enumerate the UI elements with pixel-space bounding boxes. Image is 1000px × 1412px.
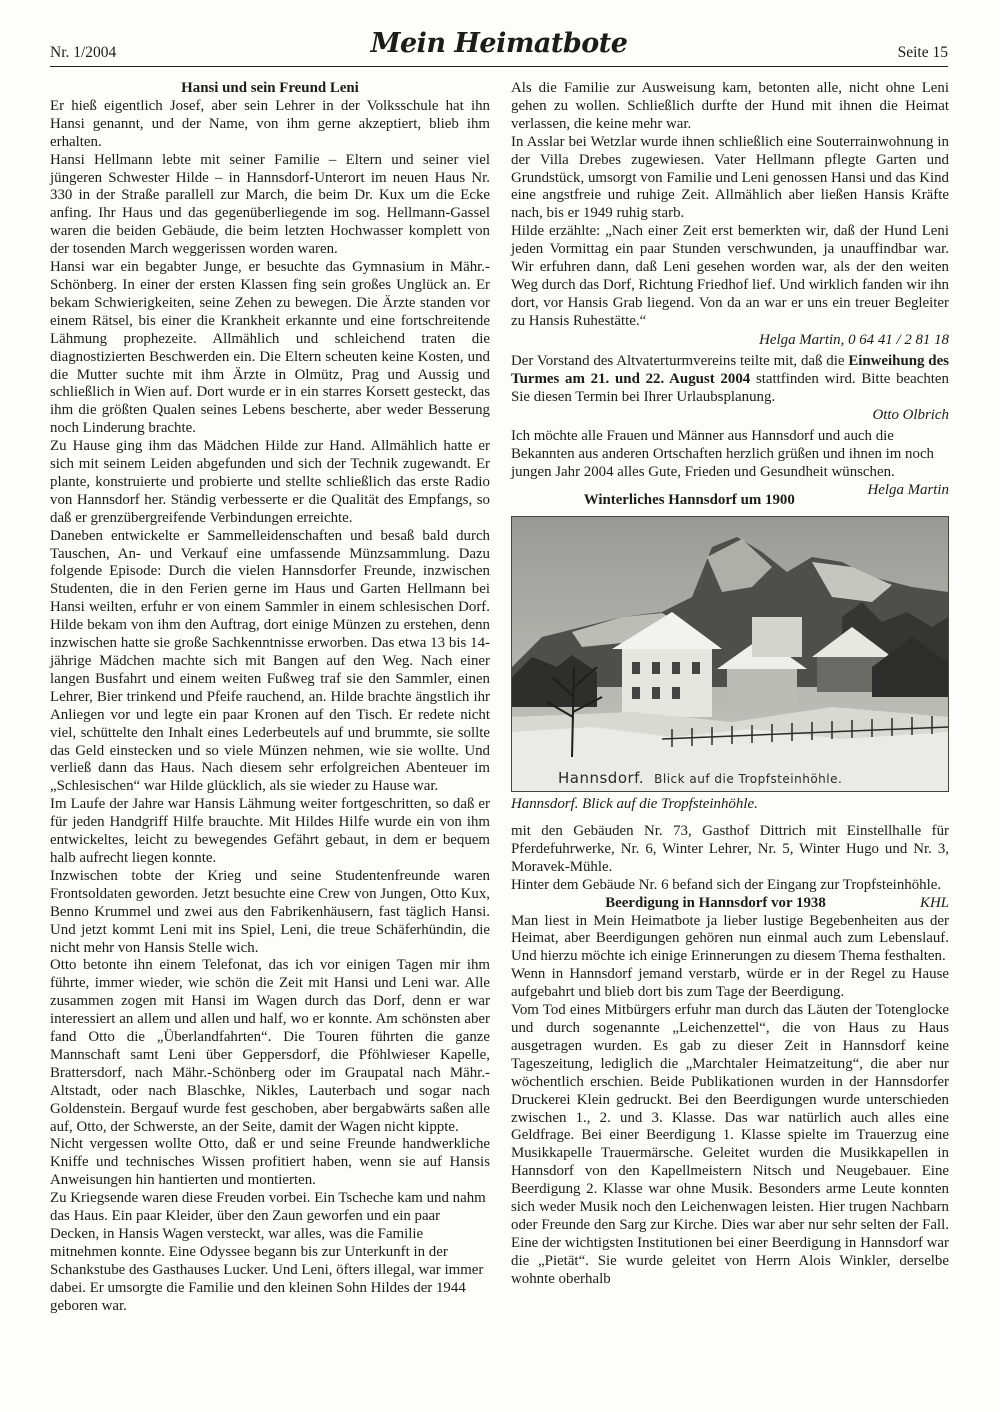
article-title: Beerdigung in Hannsdorf vor 1938 bbox=[605, 894, 826, 911]
paragraph: Otto betonte ihn einem Telefonat, das ich vor einigen Tagen mir ihm führte, immer wieder, wie schön die Zeit mit Hansi und Leni war. Alle zusammen zogen mit Hansi im Wagen durch das Dorf, denn er war interessiert an allem und allen und half, wo er konnte. Am schönsten aber fand Otto die „Überlandfahrten“. Die Touren führten die ganze Mannschaft samt Leni über Geppersdorf, die Pföhlwieser Kapelle, Brattersdorf, nach Mähr.-Schönberg oder im Graupatal nach Mähr.-Altstadt, oder nach Blaschke, Nikles, Lauterbach und sogar nach Goldenstein. Bergauf wurde fest geschoben, aber bergabwärts saßen alle auf, Otto, der Schwerste, an der Seite, damit der Wagen nicht kippte. bbox=[50, 957, 490, 1135]
paragraph: Wenn in Hannsdorf jemand verstarb, würde er in der Regel zu Hause aufgebahrt und blieb dort bis zum Tage der Beerdigung. bbox=[511, 966, 949, 1001]
paragraph: Hilde erzählte: „Nach einer Zeit erst bemerkten wir, daß der Hund Leni jeden Vormittag ein paar Stunden verschwunden, ja unauffindbar war. Wir erfuhren dann, daß Leni gesehen worden war, als der den weiten Weg durch das Dorf, Richtung Friedhof lief. Und wirklich fanden wir ihn dort, vor Hansis Grab liegend. Von da an war er uns ein treuer Begleiter zu Hansis Ruhestätte.“ bbox=[511, 223, 949, 329]
paragraph: Als die Familie zur Ausweisung kam, betonten alle, nicht ohne Leni gehen zu wollen. Schließlich durfte der Hund mit ihnen die Heimat verlassen, die keine mehr war. bbox=[511, 80, 949, 132]
paragraph: Man liest in Mein Heimatbote ja lieber lustige Begebenheiten aus der Heimat, aber Beerdigungen gehören nun einmal auch zum Lebenslauf. Und hierzu möchte ich einige Erinnerungen zu diesem Thema festhalten. bbox=[511, 912, 949, 965]
issue-number: Nr. 1/2004 bbox=[50, 44, 117, 61]
photo-title: Winterliches Hannsdorf um 1900 bbox=[583, 492, 795, 509]
paragraph: Er hieß eigentlich Josef, aber sein Lehrer in der Volksschule hat ihn Hansi genannt, und der Name, von ihm gerne akzeptiert, blieb ihm erhalten. bbox=[50, 97, 490, 150]
paragraph: Vom Tod eines Mitbürgers erfuhr man durch das Läuten der Totenglocke und durch sogenannte „Leichenzettel“, die von Haus zu Haus ausgetragen wurden. Es gab zu dieser Zeit in Hannsdorf keine Tageszeitung, lediglich die „Marchtaler Heimatzeitung“, die aber nur wöchentlich erschien. Beide Publikationen wurden in der Hannsdorfer Druckerei Klein gedruckt. Bei den Beerdigungen wurde unterschieden zwischen 1., 2. und 3. Klasse. Das war natürlich auch alles eine Geldfrage. Bei einer Beerdigung 1. Klasse spielte im Trauerzug eine Musikkapelle Trauermärsche. Geleitet wurden die Musikkapellen in Hannsdorf von den Kapellmeistern Nitsch und Neugebauer. Eine Beerdigung 2. Klasse war ohne Musik. Besonders arme Leute konnten sich weder Musik noch den Leichenwagen leisten. Hier trugen Nachbarn oder Freunde den Sarg zur Kirche. Dies war aber nur sehr selten der Fall. Eine der wichtigsten Institutionen bei einer Beerdigung in Hannsdorf war die „Pietät“. Sie wurde geleitet von Herrn Alois Winkler, derselbe wohnte oberhalb bbox=[511, 1002, 949, 1287]
page-header bbox=[50, 28, 948, 67]
signature: Helga Martin, 0 64 41 / 2 81 18 bbox=[759, 331, 949, 348]
signature: Helga Martin bbox=[867, 482, 949, 499]
paragraph: Daneben entwickelte er Sammelleidenschaften und besaß bald durch Tauschen, An- und Verkauf eine umfassende Münzsammlung. Dazu folgende Episode: Durch die vielen Hannsdorfer Freunde, inzwischen Studenten, die in den Ferien gerne im Haus und Garten Hellmann bei Hansi weilten, erfuhr er von einem Sammler in einem schlesischen Dorf. Hilde bekam von ihm den Auftrag, dort einige Münzen zu erstehen, denn inzwischen hatte sie große Sachkenntnisse erworben. Das etwa 13 bis 14-jährige Mädchen machte sich mit Bangen auf den Weg. Nach einer langen Busfahrt und einem weiten Fußweg traf sie den Sammler, einen Lehrer, Bier trinkend und Pfeife rauchend, an. Hilde brachte ängstlich ihr Anliegen vor und legte ein paar Kronen auf den Tisch. Er redete nicht viel, schüttelte den Inhalt eines Lederbeutels auf und brummte, sie sollte das Geld einstecken und so viele Münzen nehmen, wie sie wollte. Und verließ dann das Haus. Nach diesem sehr erfolgreichen Abenteuer im „Schlesischen“ war Hilde glücklich, als sie wieder zu Hause war. bbox=[50, 527, 490, 795]
masthead-logo: Mein Heimatbote bbox=[370, 28, 628, 59]
photo-illustration bbox=[512, 517, 948, 791]
photo-inprint-place: Hannsdorf. bbox=[558, 769, 645, 788]
greeting-text: Ich möchte alle Frauen und Männer aus Hannsdorf und auch die Bekannten aus anderen Ortschaften herzlich grüßen und ihnen im noch jungen Jahr 2004 alles Gute, Frieden und Gesundheit wünschen. bbox=[511, 428, 934, 481]
paragraph: Zu Hause ging ihm das Mädchen Hilde zur Hand. Allmählich hatte er sich mit seinem Leiden abgefunden und sich der Technik zugewandt. Er plante, konstruierte und probierte und stellte schließlich das erste Radio von Hannsdorf her. Ständig verbesserte er die Qualität des Empfangs, so daß er grenzübergreifende Verbindungen erreichte. bbox=[50, 438, 490, 526]
paragraph: Inzwischen tobte der Krieg und seine Studentenfreunde waren Frontsoldaten geworden. Jetzt besuchte eine Crew von Jungen, Otto Kux, Benno Krummel und zwei aus den Fabrikenhäusern, fast täglich Hansi. Und jetzt kommt Leni mit ins Spiel, Leni, die treue Schäferhündin, die nicht mehr von Hansis Stelle wich. bbox=[50, 867, 490, 956]
signature: KHL bbox=[920, 894, 949, 911]
paragraph: Hansi war ein begabter Junge, er besuchte das Gymnasium in Mähr.-Schönberg. In einer der ersten Klassen fing sein großes Unglück an. Er bekam Schwierigkeiten, seine Zehen zu bewegen. Die Ärzte standen vor einem Rätsel, bis einer die Krankheit erkannte und eine fortschreitende Lähmung prophezeite. Allmählich und schleichend traten die diagnostizierten Beschwerden ein. Die Eltern scheuten keine Kosten, und die Mutter suchte mit ihm Ärzte in Olmütz, Prag und Aussig und schließlich in Wien auf. Dort wurde er in ein starres Korsett gesteckt, das ihm die größten Qualen seines Lebens bescherte, aber weder Besserung noch Linderung brachte. bbox=[50, 259, 490, 437]
page-number: Seite 15 bbox=[897, 44, 948, 61]
paragraph: mit den Gebäuden Nr. 73, Gasthof Dittrich mit Einstellhalle für Pferdefuhrwerke, Nr. 6, Winter Lehrer, Nr. 5, Winter Hugo und Nr. 3, Moravek-Mühle. bbox=[511, 823, 949, 875]
photo-inprint-caption bbox=[558, 769, 842, 787]
announcement bbox=[511, 353, 949, 407]
paragraph-text: Hinter dem Gebäude Nr. 6 befand sich der Eingang zur Tropfsteinhöhle. bbox=[511, 876, 942, 893]
paragraph: Hansi Hellmann lebte mit seiner Familie – Eltern und seiner viel jüngeren Schwester Hilde – in Hannsdorf-Unterort im neuen Haus Nr. 330 in der Straße parallell zur March, die beim Dr. Kux um die Ecke anfing. Ihr Haus und das gegenüberliegende im sog. Hellmann-Gassel waren die beiden Gebäude, die beim letzten Hochwasser komplett von der tosenden March weggerissen worden waren. bbox=[50, 151, 490, 258]
announcement-highlight: Einweihung des Turmes am 21. und 22. August 2004 bbox=[511, 352, 949, 387]
paragraph: Zu Kriegsende waren diese Freuden vorbei. Ein Tscheche kam und nahm das Haus. Ein paar Kleider, über den Zaun geworfen und ein paar Decken, in Hansis Wagen versteckt, war alles, was die Familie mitnehmen konnte. Eine Odyssee begann bis zur Unterkunft in der Schankstube des Gasthauses Lucker. Und Leni, öfters illegal, war immer dabei. Er umsorgte die Familie und den kleinen Sohn Hildes der 1944 geboren war. bbox=[50, 1190, 486, 1314]
greeting bbox=[511, 428, 949, 499]
right-column bbox=[511, 80, 949, 1289]
announcement-text: Der Vorstand des Altvaterturmvereins teilte mit, daß die bbox=[511, 352, 849, 369]
left-column bbox=[50, 80, 490, 1316]
paragraph: In Asslar bei Wetzlar wurde ihnen schließlich eine Souterrainwohnung in der Villa Drebes zugewiesen. Vater Hellmann pflegte Garten und Grundstück, umsorgt von Familie und Leni genossen Hansi und das Kind eine angstfreie und ruhige Zeit. Allmählich aber ließen Hansis Kräfte nach, bis er 1949 ruhig starb. bbox=[511, 133, 949, 222]
announcement-text: stattfinden wird. Bitte beachten Sie diesen Termin bei Ihrer Urlaubsplanung. bbox=[511, 370, 949, 405]
paragraph: Nicht vergessen wollte Otto, daß er und seine Freunde handwerkliche Kniffe und technisches Wissen profitiert haben, wenn sie auf Hansis Anweisungen hin hantierten und montierten. bbox=[50, 1136, 490, 1189]
article-title: Hansi und sein Freund Leni bbox=[181, 80, 359, 96]
winter-village-photo bbox=[511, 516, 949, 792]
signature: Otto Olbrich bbox=[872, 407, 949, 424]
photo-caption: Hannsdorf. Blick auf die Tropfsteinhöhle. bbox=[511, 796, 758, 813]
photo-inprint-text: Blick auf die Tropfsteinhöhle. bbox=[654, 772, 843, 787]
paragraph: Im Laufe der Jahre war Hansis Lähmung weiter fortgeschritten, so daß er für jeden Handgriff Hilfe brauchte. Mit Hildes Hilfe wurde ein von ihm entwickeltes, leicht zu bewegendes Gefährt gebaut, in dem er bequem halb aufrecht liegen konnte. bbox=[50, 796, 490, 866]
